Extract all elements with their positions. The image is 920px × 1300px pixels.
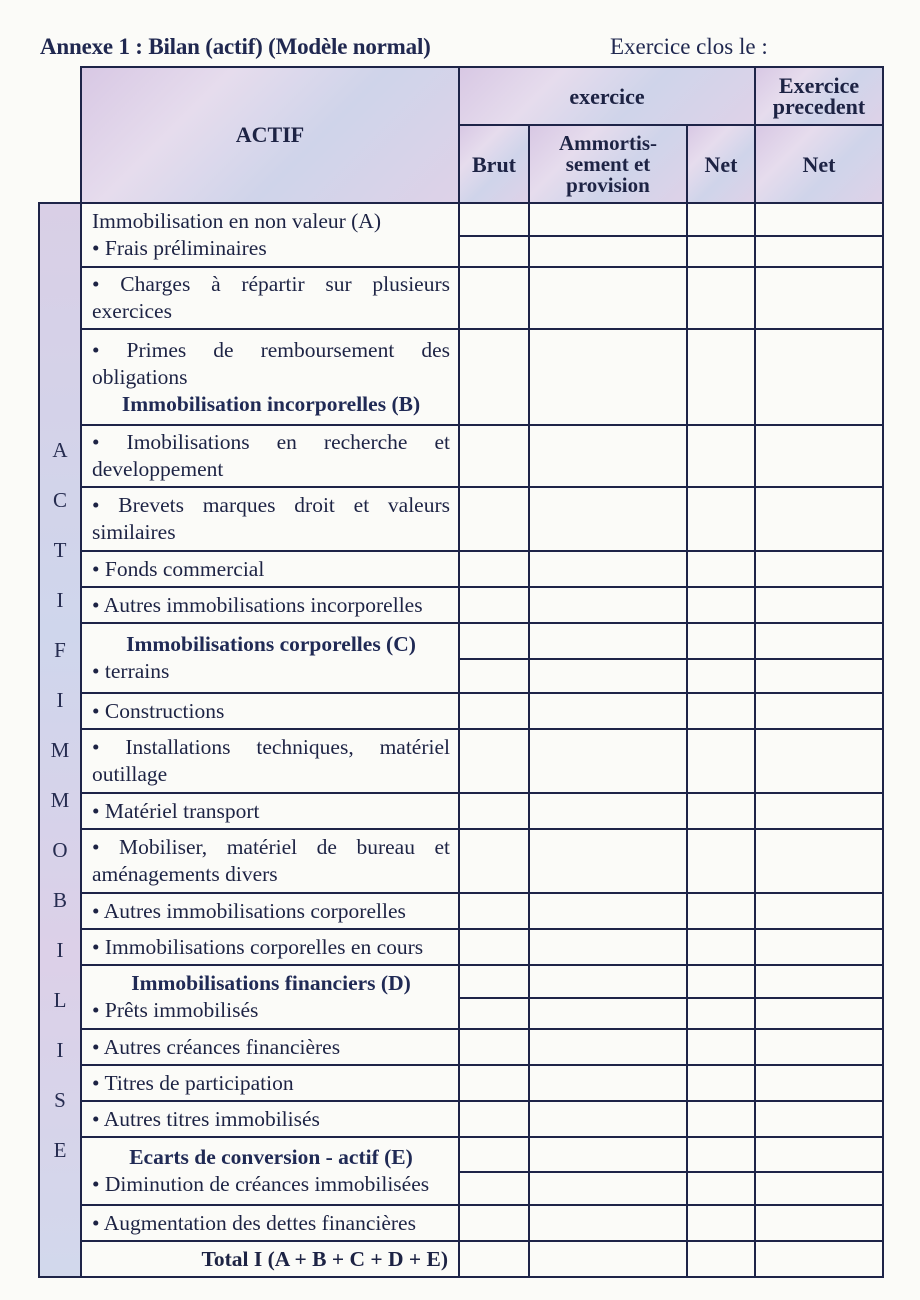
- cell-net[interactable]: [687, 929, 755, 965]
- cell-net-precedent[interactable]: [755, 587, 883, 623]
- cell-net-precedent[interactable]: [755, 693, 883, 729]
- row-text: • Primes de remboursement des obligations: [92, 337, 450, 389]
- cell-amortissement[interactable]: [529, 623, 687, 693]
- cell-brut[interactable]: [459, 587, 529, 623]
- cell-net[interactable]: [687, 693, 755, 729]
- cell-amortissement[interactable]: [529, 1029, 687, 1065]
- cell-brut[interactable]: [459, 551, 529, 587]
- cell-net[interactable]: [687, 1205, 755, 1241]
- cell-net[interactable]: [687, 329, 755, 425]
- cell-amortissement[interactable]: [529, 829, 687, 893]
- cell-net[interactable]: [687, 551, 755, 587]
- total-row-label: [81, 1241, 459, 1277]
- cell-net-precedent[interactable]: [755, 893, 883, 929]
- cell-net-precedent[interactable]: [755, 623, 883, 693]
- row-text: • Installations techniques, matériel outillage: [92, 735, 450, 786]
- row-label: [81, 203, 459, 267]
- cell-net-precedent[interactable]: [755, 1205, 883, 1241]
- row-label: [81, 267, 459, 329]
- cell-brut[interactable]: [459, 623, 529, 693]
- cell-amortissement[interactable]: [529, 425, 687, 487]
- cell-net-precedent[interactable]: [755, 329, 883, 425]
- cell-net[interactable]: [687, 1065, 755, 1101]
- total-cell-net[interactable]: [687, 1241, 755, 1277]
- cell-amortissement[interactable]: [529, 1205, 687, 1241]
- cell-net-precedent[interactable]: [755, 1137, 883, 1205]
- cell-amortissement[interactable]: [529, 793, 687, 829]
- cell-amortissement[interactable]: [529, 587, 687, 623]
- cell-brut[interactable]: [459, 829, 529, 893]
- row-text: • Autres immobilisations incorporelles: [92, 592, 423, 617]
- vertical-letter: T: [53, 538, 67, 562]
- row-text: • Matériel transport: [92, 798, 260, 823]
- cell-amortissement[interactable]: [529, 1137, 687, 1205]
- total-cell-amortissement[interactable]: [529, 1241, 687, 1277]
- row-text: • Titres de participation: [92, 1070, 294, 1095]
- cell-brut[interactable]: [459, 1065, 529, 1101]
- header-brut: Brut: [459, 125, 529, 203]
- vertical-letter: F: [54, 638, 66, 662]
- cell-brut[interactable]: [459, 487, 529, 551]
- cell-net[interactable]: [687, 729, 755, 793]
- vertical-letter: I: [56, 688, 64, 712]
- cell-brut[interactable]: [459, 1101, 529, 1137]
- cell-brut[interactable]: [459, 1137, 529, 1205]
- row-text: • terrains: [92, 659, 170, 683]
- header-amortissement: Ammortis- sement et provision: [529, 125, 687, 203]
- row-label: [81, 729, 459, 793]
- row-text: • Prêts immobilisés: [92, 998, 259, 1022]
- vertical-letter: M: [50, 788, 70, 812]
- total-cell-net-precedent[interactable]: [755, 1241, 883, 1277]
- row-text: • Fonds commercial: [92, 556, 265, 581]
- cell-net[interactable]: [687, 1137, 755, 1205]
- row-label: [81, 487, 459, 551]
- cell-net[interactable]: [687, 893, 755, 929]
- row-text: • Diminution de créances immobilisées: [92, 1172, 430, 1196]
- cell-net-precedent[interactable]: [755, 487, 883, 551]
- section-heading: Immobilisation incorporelles (B): [121, 391, 421, 416]
- cell-brut[interactable]: [459, 1205, 529, 1241]
- cell-amortissement[interactable]: [529, 1101, 687, 1137]
- cell-net[interactable]: [687, 203, 755, 267]
- header-net-precedent: Net: [755, 125, 883, 203]
- cell-net[interactable]: [687, 487, 755, 551]
- cell-net[interactable]: [687, 965, 755, 1029]
- cell-brut[interactable]: [459, 693, 529, 729]
- row-text: • Charges à répartir sur plusieurs exercices: [92, 272, 450, 323]
- cell-net-precedent[interactable]: [755, 1065, 883, 1101]
- cell-net[interactable]: [687, 425, 755, 487]
- row-label: [81, 551, 459, 587]
- row-subtext: • Frais préliminaires: [92, 236, 267, 260]
- cell-amortissement[interactable]: [529, 487, 687, 551]
- cell-brut[interactable]: [459, 203, 529, 267]
- vertical-letter: A: [52, 438, 68, 462]
- row-label: [81, 829, 459, 893]
- cell-net-precedent[interactable]: [755, 729, 883, 793]
- cell-brut[interactable]: [459, 267, 529, 329]
- header-net: Net: [687, 125, 755, 203]
- row-label: [81, 1101, 459, 1137]
- cell-amortissement[interactable]: [529, 267, 687, 329]
- row-label: [81, 893, 459, 929]
- row-label: [81, 587, 459, 623]
- cell-amortissement[interactable]: [529, 551, 687, 587]
- cell-net-precedent[interactable]: [755, 829, 883, 893]
- vertical-letter: B: [52, 888, 67, 912]
- cell-net-precedent[interactable]: [755, 1029, 883, 1065]
- total-cell-brut[interactable]: [459, 1241, 529, 1277]
- section-heading: Ecarts de conversion - actif (E): [129, 1145, 413, 1169]
- exercice-clos-label: Exercice clos le :: [610, 34, 768, 59]
- cell-net[interactable]: [687, 587, 755, 623]
- cell-brut[interactable]: [459, 1029, 529, 1065]
- cell-net-precedent[interactable]: [755, 929, 883, 965]
- cell-net-precedent[interactable]: [755, 203, 883, 267]
- vertical-letter: E: [53, 1138, 67, 1162]
- row-label: [81, 425, 459, 487]
- row-text: • Brevets marques droit et valeurs similaires: [92, 493, 450, 544]
- cell-brut[interactable]: [459, 929, 529, 965]
- row-label: [81, 623, 459, 693]
- cell-net-precedent[interactable]: [755, 425, 883, 487]
- cell-brut[interactable]: [459, 793, 529, 829]
- vertical-letter: C: [52, 488, 67, 512]
- section-heading: Immobilisations financiers (D): [131, 971, 411, 995]
- cell-brut[interactable]: [459, 425, 529, 487]
- row-label: [81, 329, 459, 425]
- cell-amortissement[interactable]: [529, 929, 687, 965]
- row-label: [81, 693, 459, 729]
- cell-amortissement[interactable]: [529, 1065, 687, 1101]
- total-label: Total I (A + B + C + D + E): [201, 1246, 448, 1271]
- row-text: • Autres immobilisations corporelles: [92, 898, 406, 923]
- row-label: [81, 1137, 459, 1205]
- header-exercice-precedent: Exercice precedent: [755, 67, 883, 125]
- cell-amortissement[interactable]: [529, 729, 687, 793]
- page-title: Annexe 1 : Bilan (actif) (Modèle normal): [40, 34, 431, 59]
- vertical-letter: I: [56, 938, 64, 962]
- cell-amortissement[interactable]: [529, 693, 687, 729]
- cell-brut[interactable]: [459, 893, 529, 929]
- section-heading: Immobilisations corporelles (C): [126, 632, 416, 656]
- cell-net-precedent[interactable]: [755, 551, 883, 587]
- vertical-letter: L: [53, 988, 67, 1012]
- row-text: • Autres créances financières: [92, 1034, 341, 1059]
- cell-net[interactable]: [687, 1029, 755, 1065]
- cell-brut[interactable]: [459, 329, 529, 425]
- vertical-letter: I: [56, 588, 64, 612]
- cell-net-precedent[interactable]: [755, 267, 883, 329]
- row-text: • Mobiliser, matériel de bureau et aménagements divers: [92, 835, 450, 886]
- cell-net[interactable]: [687, 829, 755, 893]
- header-actif: ACTIF: [81, 67, 459, 203]
- cell-amortissement[interactable]: [529, 203, 687, 267]
- cell-brut[interactable]: [459, 965, 529, 1029]
- cell-net[interactable]: [687, 793, 755, 829]
- cell-net-precedent[interactable]: [755, 965, 883, 1029]
- row-label: [81, 965, 459, 1029]
- row-text: • Augmentation des dettes financières: [92, 1210, 416, 1235]
- row-text: • Imobilisations en recherche et developpement: [92, 430, 450, 481]
- row-text: • Autres titres immobilisés: [92, 1106, 320, 1131]
- cell-net[interactable]: [687, 267, 755, 329]
- row-text: • Immobilisations corporelles en cours: [92, 934, 424, 959]
- cell-net[interactable]: [687, 623, 755, 693]
- row-text: • Constructions: [92, 698, 225, 723]
- row-label: [81, 1065, 459, 1101]
- vertical-letter: M: [50, 738, 70, 762]
- cell-net[interactable]: [687, 1101, 755, 1137]
- corner-cell: [39, 67, 81, 203]
- row-label: [81, 1205, 459, 1241]
- cell-amortissement[interactable]: [529, 329, 687, 425]
- cell-net-precedent[interactable]: [755, 1101, 883, 1137]
- row-label: [81, 929, 459, 965]
- vertical-letter: O: [52, 838, 68, 862]
- cell-amortissement[interactable]: [529, 965, 687, 1029]
- row-label: [81, 793, 459, 829]
- row-label: [81, 1029, 459, 1065]
- row-text: Immobilisation en non valeur (A): [92, 209, 381, 233]
- cell-net-precedent[interactable]: [755, 793, 883, 829]
- cell-amortissement[interactable]: [529, 893, 687, 929]
- vertical-label-actif-immobilise: [39, 203, 81, 1277]
- cell-brut[interactable]: [459, 729, 529, 793]
- bilan-actif-table: [38, 66, 884, 1278]
- vertical-letter: I: [56, 1038, 64, 1062]
- vertical-letter: S: [54, 1088, 66, 1112]
- header-exercice: exercice: [459, 67, 755, 125]
